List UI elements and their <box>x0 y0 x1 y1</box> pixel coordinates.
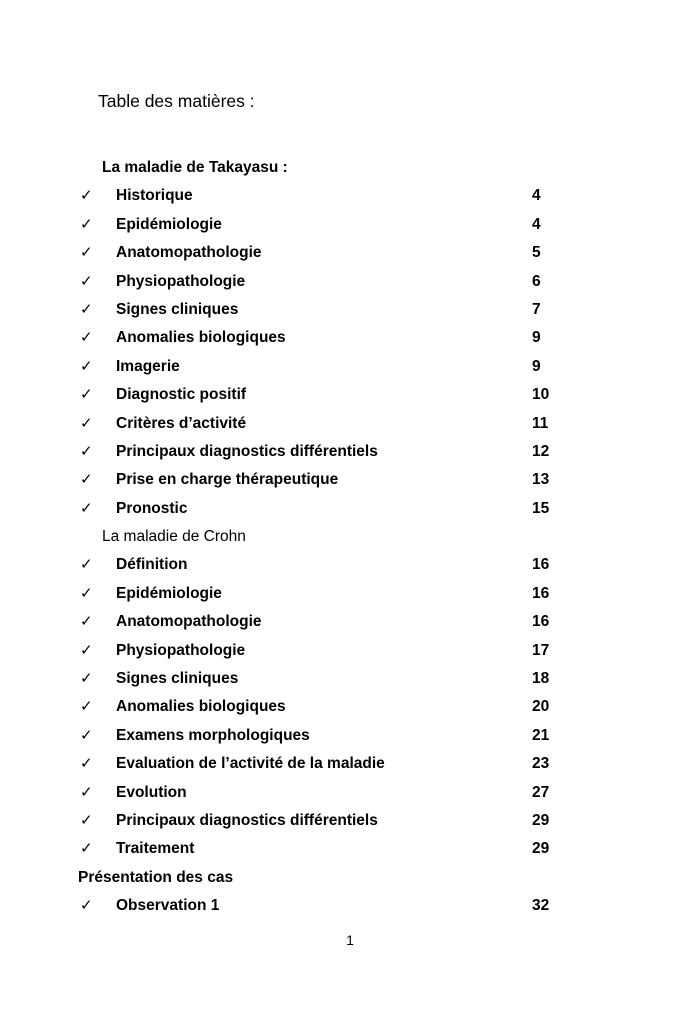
toc-entry-label: Signes cliniques <box>116 670 239 688</box>
checkmark-icon: ✓ <box>80 584 93 602</box>
toc-entry-page: 20 <box>532 698 550 716</box>
toc-entry <box>0 296 700 324</box>
checkmark-icon: ✓ <box>80 414 93 432</box>
checkmark-icon: ✓ <box>80 897 93 915</box>
checkmark-icon: ✓ <box>80 499 93 517</box>
checkmark-icon: ✓ <box>80 755 93 773</box>
toc-entry <box>0 608 700 636</box>
toc-entry <box>0 835 700 863</box>
toc-entry-label: Prise en charge thérapeutique <box>116 471 339 489</box>
toc-entry-page: 11 <box>532 414 549 432</box>
toc-entry-label: La maladie de Takayasu : <box>102 159 288 176</box>
toc-entry-label: La maladie de Crohn <box>102 528 246 546</box>
toc-section-heading <box>0 523 700 551</box>
toc-entry <box>0 353 700 381</box>
toc-entry <box>0 807 700 835</box>
checkmark-icon: ✓ <box>80 641 93 659</box>
toc-entry-label: Anomalies biologiques <box>116 329 286 347</box>
toc-entry-label: Critères d’activité <box>116 414 247 432</box>
toc-entry <box>0 665 700 693</box>
toc-section-heading <box>0 154 700 182</box>
toc-title: Table des matières : <box>98 91 255 111</box>
toc-entry-page: 5 <box>532 244 541 262</box>
toc-entry-page: 32 <box>532 897 550 915</box>
toc-entry-page: 6 <box>532 272 541 290</box>
checkmark-icon: ✓ <box>80 556 93 574</box>
checkmark-icon: ✓ <box>80 215 93 233</box>
toc-entry-page: 23 <box>532 755 550 773</box>
toc-entry-label: Epidémiologie <box>116 584 222 602</box>
toc-entry-page: 13 <box>532 471 550 489</box>
toc-entry <box>0 466 700 494</box>
toc-entry-label: Examens morphologiques <box>116 726 310 744</box>
toc-entry-label: Anatomopathologie <box>116 244 262 262</box>
toc-entry-label: Présentation des cas <box>78 868 234 886</box>
toc-entry-page: 9 <box>532 329 541 347</box>
toc-entry <box>0 324 700 352</box>
checkmark-icon: ✓ <box>80 244 93 262</box>
toc-entry <box>0 580 700 608</box>
toc-entry-label: Principaux diagnostics différentiels <box>116 811 378 829</box>
checkmark-icon: ✓ <box>80 670 93 688</box>
toc-entry <box>0 410 700 438</box>
toc-section-heading <box>0 864 700 892</box>
toc-entry-label: Signes cliniques <box>116 300 239 318</box>
toc-entry-page: 12 <box>532 442 550 460</box>
toc-entry <box>0 239 700 267</box>
toc-entry <box>0 892 700 920</box>
toc-entry-page: 29 <box>532 811 550 829</box>
toc-entry-label: Historique <box>116 187 193 205</box>
toc-entry-label: Anomalies biologiques <box>116 698 286 716</box>
checkmark-icon: ✓ <box>80 272 93 290</box>
checkmark-icon: ✓ <box>80 783 93 801</box>
toc-entry <box>0 779 700 807</box>
toc-entry-page: 4 <box>532 187 541 205</box>
toc-entry <box>0 693 700 721</box>
toc-entry-label: Définition <box>116 556 188 574</box>
toc-entry-page: 15 <box>532 499 550 517</box>
toc-entry-label: Pronostic <box>116 499 188 517</box>
toc-entry-page: 16 <box>532 584 550 602</box>
toc-entry-label: Principaux diagnostics différentiels <box>116 442 378 460</box>
toc-entry <box>0 438 700 466</box>
toc-entry-label: Anatomopathologie <box>116 613 262 631</box>
toc-entry <box>0 750 700 778</box>
toc-entry-label: Physiopathologie <box>116 272 246 290</box>
checkmark-icon: ✓ <box>80 329 93 347</box>
toc-entry-page: 18 <box>532 670 550 688</box>
checkmark-icon: ✓ <box>80 442 93 460</box>
toc-entry-page: 27 <box>532 783 550 801</box>
checkmark-icon: ✓ <box>80 726 93 744</box>
checkmark-icon: ✓ <box>80 386 93 404</box>
checkmark-icon: ✓ <box>80 613 93 631</box>
checkmark-icon: ✓ <box>80 811 93 829</box>
toc-entry-page: 4 <box>532 215 541 233</box>
checkmark-icon: ✓ <box>80 698 93 716</box>
toc-entry-label: Epidémiologie <box>116 215 222 233</box>
toc-entry-page: 10 <box>532 386 550 404</box>
toc-entry-page: 17 <box>532 641 550 659</box>
toc-entry <box>0 495 700 523</box>
toc-entry-label: Observation 1 <box>116 897 220 915</box>
table-of-contents <box>0 154 700 921</box>
toc-entry <box>0 182 700 210</box>
toc-entry-label: Imagerie <box>116 357 180 375</box>
checkmark-icon: ✓ <box>80 187 93 205</box>
toc-entry <box>0 268 700 296</box>
toc-entry <box>0 551 700 579</box>
toc-entry-page: 16 <box>532 556 550 574</box>
toc-entry <box>0 722 700 750</box>
toc-entry <box>0 637 700 665</box>
checkmark-icon: ✓ <box>80 300 93 318</box>
toc-entry-label: Physiopathologie <box>116 641 246 659</box>
page-number: 1 <box>346 932 354 948</box>
toc-entry-page: 7 <box>532 300 541 318</box>
checkmark-icon: ✓ <box>80 840 93 858</box>
toc-entry-label: Traitement <box>116 840 195 858</box>
toc-entry <box>0 381 700 409</box>
toc-entry <box>0 211 700 239</box>
toc-entry-page: 21 <box>532 726 550 744</box>
toc-entry-label: Evaluation de l’activité de la maladie <box>116 755 385 773</box>
toc-entry-page: 29 <box>532 840 550 858</box>
checkmark-icon: ✓ <box>80 357 93 375</box>
checkmark-icon: ✓ <box>80 471 93 489</box>
toc-entry-label: Diagnostic positif <box>116 386 247 404</box>
toc-entry-page: 9 <box>532 357 541 375</box>
toc-entry-label: Evolution <box>116 783 187 801</box>
toc-entry-page: 16 <box>532 613 550 631</box>
